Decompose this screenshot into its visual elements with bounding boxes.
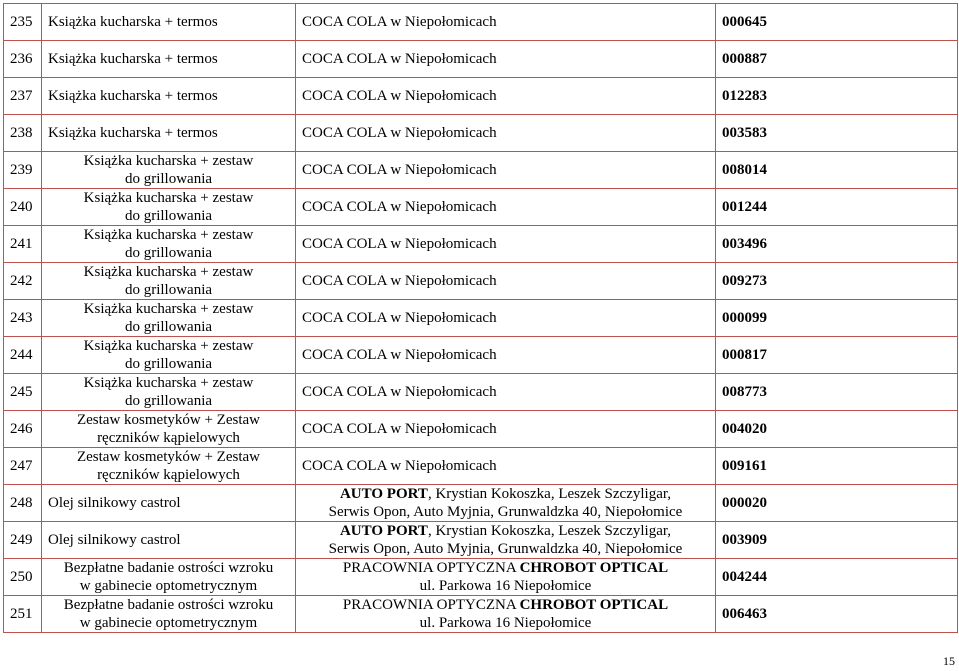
sponsor-details: , Krystian Kokoszka, Leszek Szczyligar, xyxy=(427,486,672,502)
prize-cell xyxy=(42,337,296,374)
prize-cell xyxy=(42,189,296,226)
prize-cell xyxy=(42,226,296,263)
table-row xyxy=(4,115,958,152)
sponsor-text: ul. Parkowa 16 Niepołomice xyxy=(419,615,592,631)
prize-text: Książka kucharska + termos xyxy=(48,51,218,67)
sponsor-text xyxy=(296,485,715,503)
ticket-code: 009273 xyxy=(716,263,958,300)
sponsor-name: AUTO PORT xyxy=(339,486,428,502)
row-number: 241 xyxy=(4,226,42,263)
prize-text: Książka kucharska + termos xyxy=(48,125,218,141)
sponsor-text: COCA COLA w Niepołomicach xyxy=(302,310,497,326)
row-number: 235 xyxy=(4,4,42,41)
prize-text: Olej silnikowy castrol xyxy=(48,532,181,548)
row-number: 248 xyxy=(4,485,42,522)
sponsor-cell xyxy=(296,41,716,78)
sponsor-text: Serwis Opon, Auto Myjnia, Grunwaldzka 40, Niepołomice xyxy=(328,504,683,520)
sponsor-cell xyxy=(296,411,716,448)
sponsor-text: COCA COLA w Niepołomicach xyxy=(302,384,497,400)
row-number: 249 xyxy=(4,522,42,559)
row-number: 239 xyxy=(4,152,42,189)
table-row xyxy=(4,411,958,448)
ticket-code: 000099 xyxy=(716,300,958,337)
sponsor-cell xyxy=(296,263,716,300)
prize-cell xyxy=(42,152,296,189)
row-number: 244 xyxy=(4,337,42,374)
prize-text: w gabinecie optometrycznym xyxy=(79,615,258,631)
page-number: 15 xyxy=(943,654,955,668)
table-row xyxy=(4,596,958,633)
ticket-code: 004020 xyxy=(716,411,958,448)
sponsor-text: COCA COLA w Niepołomicach xyxy=(302,236,497,252)
sponsor-text xyxy=(296,522,715,540)
prize-cell xyxy=(42,41,296,78)
prize-cell xyxy=(42,485,296,522)
sponsor-cell xyxy=(296,374,716,411)
sponsor-text: COCA COLA w Niepołomicach xyxy=(302,88,497,104)
prize-text: do grillowania xyxy=(124,282,213,298)
sponsor-text: COCA COLA w Niepołomicach xyxy=(302,51,497,67)
sponsor-cell xyxy=(296,559,716,596)
sponsor-cell xyxy=(296,4,716,41)
row-number: 251 xyxy=(4,596,42,633)
prize-cell xyxy=(42,559,296,596)
prize-cell xyxy=(42,448,296,485)
table-row xyxy=(4,189,958,226)
row-number: 247 xyxy=(4,448,42,485)
sponsor-cell xyxy=(296,485,716,522)
ticket-code: 008014 xyxy=(716,152,958,189)
sponsor-prefix: PRACOWNIA OPTYCZNA xyxy=(342,560,520,576)
table-row xyxy=(4,4,958,41)
sponsor-name: CHROBOT OPTICAL xyxy=(519,560,669,576)
sponsor-text: COCA COLA w Niepołomicach xyxy=(302,458,497,474)
ticket-code: 000020 xyxy=(716,485,958,522)
prize-text: Zestaw kosmetyków + Zestaw xyxy=(76,412,260,428)
prize-text: ręczników kąpielowych xyxy=(97,430,240,446)
prize-text: do grillowania xyxy=(124,208,213,224)
prize-cell xyxy=(42,374,296,411)
prize-text: w gabinecie optometrycznym xyxy=(79,578,258,594)
sponsor-text: COCA COLA w Niepołomicach xyxy=(302,273,497,289)
sponsor-text: Serwis Opon, Auto Myjnia, Grunwaldzka 40, Niepołomice xyxy=(328,541,683,557)
ticket-code: 006463 xyxy=(716,596,958,633)
prize-text: Bezpłatne badanie ostrości wzroku xyxy=(63,560,274,576)
prize-cell xyxy=(42,78,296,115)
prize-text: do grillowania xyxy=(124,319,213,335)
row-number: 242 xyxy=(4,263,42,300)
sponsor-name: CHROBOT OPTICAL xyxy=(519,597,669,613)
sponsor-text: ul. Parkowa 16 Niepołomice xyxy=(419,578,592,594)
table-row xyxy=(4,152,958,189)
ticket-code: 000887 xyxy=(716,41,958,78)
prize-text: Książka kucharska + zestaw xyxy=(83,190,254,206)
sponsor-cell xyxy=(296,152,716,189)
sponsor-cell xyxy=(296,226,716,263)
ticket-code: 009161 xyxy=(716,448,958,485)
row-number: 245 xyxy=(4,374,42,411)
prize-text: Książka kucharska + termos xyxy=(48,88,218,104)
sponsor-text xyxy=(296,596,715,614)
sponsor-cell xyxy=(296,78,716,115)
ticket-code: 003496 xyxy=(716,226,958,263)
prize-text: do grillowania xyxy=(124,245,213,261)
row-number: 240 xyxy=(4,189,42,226)
table-row xyxy=(4,559,958,596)
table-row xyxy=(4,448,958,485)
table-row xyxy=(4,300,958,337)
prize-cell xyxy=(42,596,296,633)
sponsor-prefix: PRACOWNIA OPTYCZNA xyxy=(342,597,520,613)
sponsor-cell xyxy=(296,189,716,226)
prize-cell xyxy=(42,522,296,559)
table-row xyxy=(4,41,958,78)
prize-text: Książka kucharska + zestaw xyxy=(83,301,254,317)
sponsor-text: COCA COLA w Niepołomicach xyxy=(302,14,497,30)
sponsor-text: COCA COLA w Niepołomicach xyxy=(302,125,497,141)
prize-text: Zestaw kosmetyków + Zestaw xyxy=(76,449,260,465)
prize-text: Książka kucharska + zestaw xyxy=(83,375,254,391)
row-number: 243 xyxy=(4,300,42,337)
sponsor-text xyxy=(296,559,715,577)
table-row xyxy=(4,226,958,263)
sponsor-text: COCA COLA w Niepołomicach xyxy=(302,347,497,363)
table-row xyxy=(4,522,958,559)
table-row xyxy=(4,337,958,374)
sponsor-cell xyxy=(296,115,716,152)
prize-cell xyxy=(42,115,296,152)
prize-table-body xyxy=(4,4,958,633)
ticket-code: 008773 xyxy=(716,374,958,411)
prize-text: Olej silnikowy castrol xyxy=(48,495,181,511)
row-number: 246 xyxy=(4,411,42,448)
prize-text: Bezpłatne badanie ostrości wzroku xyxy=(63,597,274,613)
table-row xyxy=(4,485,958,522)
row-number: 237 xyxy=(4,78,42,115)
sponsor-text: COCA COLA w Niepołomicach xyxy=(302,421,497,437)
prize-text: Książka kucharska + termos xyxy=(48,14,218,30)
prize-table xyxy=(3,3,958,633)
sponsor-cell xyxy=(296,448,716,485)
prize-text: do grillowania xyxy=(124,171,213,187)
sponsor-name: AUTO PORT xyxy=(339,523,428,539)
sponsor-cell xyxy=(296,522,716,559)
ticket-code: 000817 xyxy=(716,337,958,374)
prize-text: ręczników kąpielowych xyxy=(97,467,240,483)
ticket-code: 004244 xyxy=(716,559,958,596)
prize-cell xyxy=(42,411,296,448)
prize-cell xyxy=(42,4,296,41)
prize-text: Książka kucharska + zestaw xyxy=(83,153,254,169)
table-row xyxy=(4,374,958,411)
ticket-code: 000645 xyxy=(716,4,958,41)
ticket-code: 003909 xyxy=(716,522,958,559)
sponsor-text: COCA COLA w Niepołomicach xyxy=(302,162,497,178)
ticket-code: 012283 xyxy=(716,78,958,115)
row-number: 238 xyxy=(4,115,42,152)
table-row xyxy=(4,78,958,115)
ticket-code: 001244 xyxy=(716,189,958,226)
ticket-code: 003583 xyxy=(716,115,958,152)
row-number: 250 xyxy=(4,559,42,596)
row-number: 236 xyxy=(4,41,42,78)
prize-cell xyxy=(42,263,296,300)
table-row xyxy=(4,263,958,300)
sponsor-cell xyxy=(296,300,716,337)
sponsor-cell xyxy=(296,337,716,374)
sponsor-text: COCA COLA w Niepołomicach xyxy=(302,199,497,215)
prize-text: Książka kucharska + zestaw xyxy=(83,264,254,280)
prize-text: do grillowania xyxy=(124,393,213,409)
prize-text: do grillowania xyxy=(124,356,213,372)
sponsor-details: , Krystian Kokoszka, Leszek Szczyligar, xyxy=(427,523,672,539)
sponsor-cell xyxy=(296,596,716,633)
prize-cell xyxy=(42,300,296,337)
prize-text: Książka kucharska + zestaw xyxy=(83,227,254,243)
prize-text: Książka kucharska + zestaw xyxy=(83,338,254,354)
